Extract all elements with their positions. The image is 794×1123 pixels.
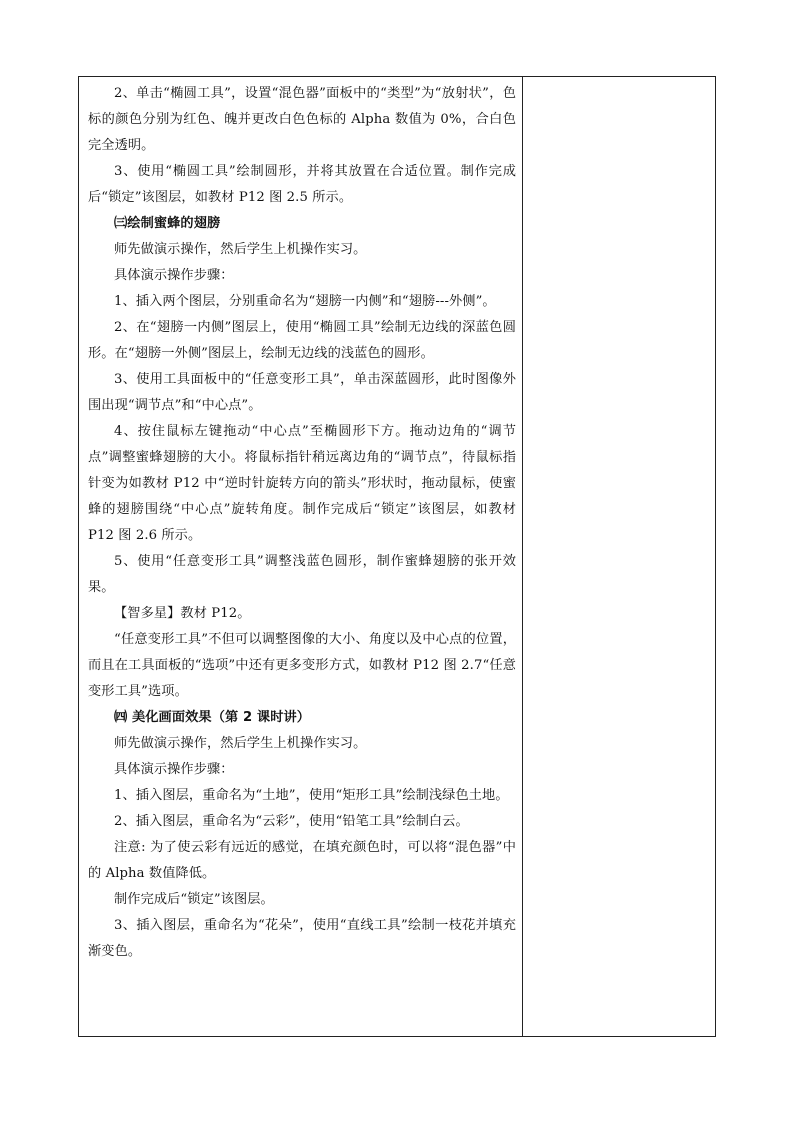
paragraph: 3、使用“椭圆工具”绘制圆形，并将其放置在合适位置。制作完成后“锁定”该图层，如教材 P12 图 2.5 所示。	[88, 164, 516, 205]
paragraph: 具体演示操作步骤：	[114, 762, 234, 777]
lesson-table	[78, 76, 716, 1037]
paragraph: 【智多星】教材 P12。	[114, 606, 251, 621]
paragraph: 3、使用工具面板中的“任意变形工具”，单击深蓝圆形，此时图像外围出现“调节点”和“中心点”。	[88, 372, 516, 413]
paragraph: 4、按住鼠标左键拖动“中心点”至椭圆形下方。拖动边角的“调节点”调整蜜蜂翅膀的大小。将鼠标指针稍远离边角的“调节点”，待鼠标指针变为如教材 P12 中“逆时针旋转方向的箭头”形状时，拖动鼠标，使蜜蜂的翅膀围绕“中心点”旋转角度。制作完成后“锁定”该图层，如教材 P12 图 2.6 所示。	[88, 424, 516, 543]
notes-cell	[523, 77, 715, 1036]
paragraph: 师先做演示操作，然后学生上机操作实习。	[114, 736, 367, 751]
paragraph: 1、插入图层，重命名为“土地”，使用“矩形工具”绘制浅绿色土地。	[114, 788, 509, 803]
paragraph: 5、使用“任意变形工具”调整浅蓝色圆形，制作蜜蜂翅膀的张开效果。	[88, 554, 516, 595]
paragraph: 注意: 为了使云彩有远近的感觉，在填充颜色时，可以将“混色器”中的 Alpha 数值降低。	[88, 840, 516, 881]
paragraph: 1、插入两个图层，分别重命名为“翅膀一内侧”和“翅膀---外侧”。	[114, 294, 496, 309]
paragraph: 3、插入图层，重命名为“花朵”，使用“直线工具”绘制一枝花并填充渐变色。	[88, 918, 516, 959]
content-cell	[79, 77, 522, 1036]
section-heading: ㈣ 美化画面效果（第 2 课时讲）	[114, 710, 311, 725]
paragraph: 师先做演示操作，然后学生上机操作实习。	[114, 242, 367, 257]
paragraph: 制作完成后“锁定”该图层。	[114, 892, 274, 907]
paragraph: 2、在“翅膀一内侧”图层上，使用“椭圆工具”绘制无边线的深蓝色圆形。在“翅膀一外侧”图层上，绘制无边线的浅蓝色的圆形。	[88, 320, 516, 361]
paragraph: 2、单击“椭圆工具”，设置“混色器”面板中的“类型”为“放射状”，色标的颜色分别为红色、魄并更改白色色标的 Alpha 数值为 0%，合白色完全透明。	[88, 86, 516, 153]
paragraph: “任意变形工具”不但可以调整图像的大小、角度以及中心点的位置，而且在工具面板的“选项”中还有更多变形方式，如教材 P12 图 2.7“任意变形工具”选项。	[88, 632, 516, 699]
paragraph: 具体演示操作步骤：	[114, 268, 234, 283]
paragraph: 2、插入图层，重命名为“云彩”，使用“铅笔工具”绘制白云。	[114, 814, 469, 829]
section-heading: ㈢绘制蜜蜂的翅膀	[114, 216, 221, 231]
